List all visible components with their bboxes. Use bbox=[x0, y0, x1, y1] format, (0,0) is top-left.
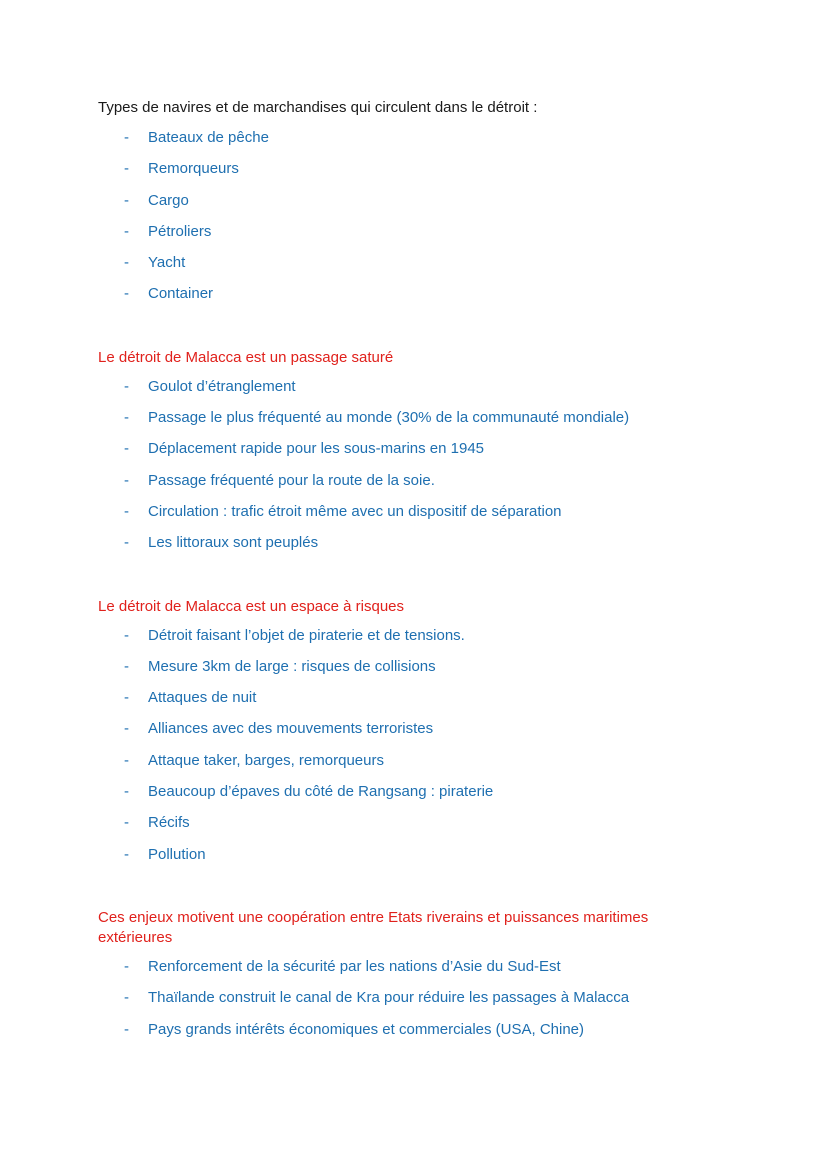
section-heading: Le détroit de Malacca est un espace à risques bbox=[98, 597, 405, 615]
list-item: - Passage fréquenté pour la route de la soie. bbox=[124, 471, 435, 489]
bullet-dash: - bbox=[124, 409, 129, 427]
list-item: - Détroit faisant l’objet de piraterie et de tensions. bbox=[124, 626, 465, 644]
bullet-dash: - bbox=[124, 751, 129, 769]
list-item: - Renforcement de la sécurité par les nations d’Asie du Sud-Est bbox=[124, 957, 561, 975]
bullet-dash: - bbox=[124, 222, 129, 240]
bullet-dash: - bbox=[124, 957, 129, 975]
bullet-dash: - bbox=[124, 720, 129, 738]
risks-list bbox=[98, 617, 698, 867]
list-item: - Goulot d’étranglement bbox=[124, 377, 296, 395]
bullet-dash: - bbox=[124, 254, 129, 272]
bullet-dash: - bbox=[124, 626, 129, 644]
list-item: - Pays grands intérêts économiques et commerciales (USA, Chine) bbox=[124, 1020, 585, 1038]
list-item: - Pollution bbox=[124, 845, 206, 863]
section-risks bbox=[98, 597, 698, 867]
intro-text: Types de navires et de marchandises qui circulent dans le détroit : bbox=[98, 99, 538, 116]
bullet-dash: - bbox=[124, 989, 129, 1007]
bullet-dash: - bbox=[124, 502, 129, 520]
list-item: - Yacht bbox=[124, 254, 186, 272]
list-item: - Récifs bbox=[124, 814, 190, 832]
cooperation-list bbox=[98, 948, 698, 1042]
bullet-dash: - bbox=[124, 440, 129, 458]
list-item: - Mesure 3km de large : risques de collisions bbox=[124, 657, 436, 675]
bullet-dash: - bbox=[124, 191, 129, 209]
list-item: - Circulation : trafic étroit même avec un dispositif de séparation bbox=[124, 502, 562, 520]
saturated-passage-list bbox=[98, 368, 698, 556]
section-heading: Ces enjeux motivent une coopération entre Etats riverains et puissances maritimes extérieures bbox=[98, 908, 649, 946]
list-item: - Déplacement rapide pour les sous-marins en 1945 bbox=[124, 440, 485, 458]
bullet-dash: - bbox=[124, 377, 129, 395]
list-item: - Passage le plus fréquenté au monde (30% de la communauté mondiale) bbox=[124, 409, 630, 427]
list-item: - Beaucoup d’épaves du côté de Rangsang : piraterie bbox=[124, 783, 494, 801]
section-saturated-passage bbox=[98, 348, 698, 556]
list-item: - Thaïlande construit le canal de Kra pour réduire les passages à Malacca bbox=[124, 989, 630, 1007]
list-item: - Bateaux de pêche bbox=[124, 129, 269, 146]
bullet-dash: - bbox=[124, 783, 129, 801]
ship-types-list bbox=[98, 119, 698, 307]
spacer bbox=[98, 556, 698, 597]
section-cooperation bbox=[98, 908, 698, 1042]
spacer bbox=[98, 307, 698, 348]
bullet-dash: - bbox=[124, 285, 129, 303]
bullet-dash: - bbox=[124, 160, 129, 178]
list-item: - Les littoraux sont peuplés bbox=[124, 534, 319, 552]
list-item: - Attaques de nuit bbox=[124, 689, 257, 707]
list-item: - Cargo bbox=[124, 191, 189, 209]
spacer bbox=[98, 867, 698, 908]
list-item: - Alliances avec des mouvements terroristes bbox=[124, 720, 434, 738]
bullet-dash: - bbox=[124, 1020, 129, 1038]
document-page bbox=[98, 97, 698, 1042]
list-item: - Remorqueurs bbox=[124, 160, 239, 178]
list-item: - Pétroliers bbox=[124, 222, 212, 240]
section-ship-types bbox=[98, 119, 698, 307]
list-item: - Attaque taker, barges, remorqueurs bbox=[124, 751, 384, 769]
bullet-dash: - bbox=[124, 534, 129, 552]
bullet-dash: - bbox=[124, 129, 129, 146]
bullet-dash: - bbox=[124, 471, 129, 489]
bullet-dash: - bbox=[124, 845, 129, 863]
section-heading: Le détroit de Malacca est un passage saturé bbox=[98, 348, 394, 366]
bullet-dash: - bbox=[124, 657, 129, 675]
list-item: - Container bbox=[124, 285, 214, 303]
bullet-dash: - bbox=[124, 689, 129, 707]
bullet-dash: - bbox=[124, 814, 129, 832]
